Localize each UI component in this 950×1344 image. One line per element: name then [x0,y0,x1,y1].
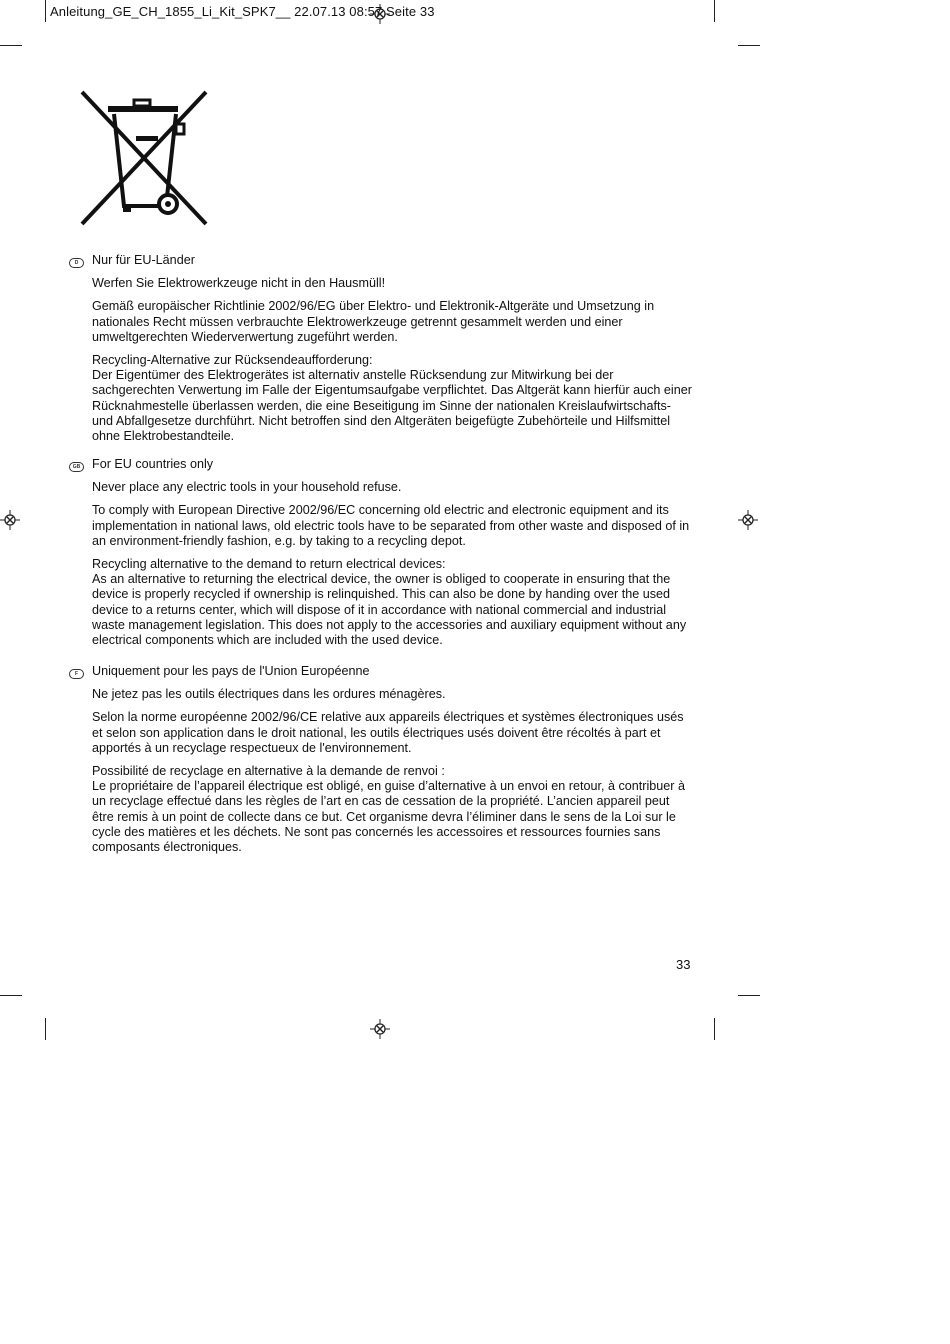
weee-crossed-bin-icon [78,88,210,228]
crop-mark [0,995,22,996]
section-fr [92,664,692,863]
paragraph: As an alternative to returning the electrical device, the owner is obliged to cooperate in ensuring that the device is properly recycled if ownership is relinquished. This can also be done by handing over the used device to a returns center, which will dispose of it in accordance with national commercial and industrial waste management legislation. This does not apply to the accessories and auxiliary equipment without any electrical components which are included with the used device. [92,572,687,648]
crop-mark [0,45,22,46]
paragraph: Werfen Sie Elektrowerkzeuge nicht in den Hausmüll! [92,276,386,291]
paragraph-title: Recycling alternative to the demand to return electrical devices: [92,557,446,572]
paragraph: Gemäß europäischer Richtlinie 2002/96/EG über Elektro- und Elektronik-Altgeräte und Umsetzung in nationales Recht müssen verbrauchte Elektrowerkzeuge getrennt gesammelt werden und einer umweltgerechten Wiederverwertung zugeführt werden. [92,299,655,344]
registration-mark-icon [0,510,20,530]
page-number: 33 [676,957,691,972]
crop-mark [738,995,760,996]
print-slug: Anleitung_GE_CH_1855_Li_Kit_SPK7__ 22.07.13 08:57 Seite 33 [50,4,435,19]
language-flag-gb: GB [69,462,84,472]
paragraph: Le propriétaire de l’appareil électrique est obligé, en guise d’alternative à un envoi en retour, à contribuer à un recyclage effectué dans les règles de l’art en cas de cessation de la propriété. L’ancien appareil peut être remis à un point de collecte dans ce but. Cet organisme devra l’éliminer dans le sens de la Loi sur le cycle des matières et les déchets. Ne sont pas concernés les accessoires et ressources fournies sans composants électroniques. [92,779,685,855]
section-gb [92,457,692,656]
crop-mark [45,0,46,22]
paragraph-title: Possibilité de recyclage en alternative à la demande de renvoi : [92,764,445,779]
paragraph: Never place any electric tools in your household refuse. [92,480,402,495]
crop-mark [714,1018,715,1040]
paragraph: Der Eigentümer des Elektrogerätes ist alternativ anstelle Rücksendung zur Mitwirkung bei der sachgerechten Verwertung im Falle der Eigentumsaufgabe verpflichtet. Das Altgerät kann hierfür auch einer Rücknahmestelle überlassen werden, die eine Beseitigung im Sinne der nationalen Kreislaufwirtschafts- und Abfallgesetze durchführt. Nicht betroffen sind den Altgeräten beigefügte Zubehörteile und Hilfsmittel ohne Elektrobestandteile. [92,368,692,444]
section-heading: Nur für EU-Länder [92,253,195,267]
crop-mark [738,45,760,46]
registration-mark-icon [738,510,758,530]
paragraph: Selon la norme européenne 2002/96/CE relative aux appareils électriques et systèmes électroniques usés et selon son application dans le droit national, les outils électriques usés doivent être récoltés à part et apportés à un recyclage respectueux de l'environnement. [92,710,684,755]
section-heading: For EU countries only [92,457,214,471]
language-flag-de: D [69,258,84,268]
language-flag-fr: F [69,669,84,679]
paragraph: To comply with European Directive 2002/96/EC concerning old electric and electronic equipment and its implementation in national laws, old electric tools have to be separated from other waste and disposed of in an environment-friendly fashion, e.g. by taking to a recycling depot. [92,503,690,548]
registration-mark-icon [370,1019,390,1039]
paragraph: Ne jetez pas les outils électriques dans les ordures ménagères. [92,687,446,702]
crop-mark [714,0,715,22]
crop-mark [45,1018,46,1040]
paragraph-title: Recycling-Alternative zur Rücksendeaufforderung: [92,353,373,368]
section-de [92,253,692,452]
section-heading: Uniquement pour les pays de l'Union Européenne [92,664,370,678]
